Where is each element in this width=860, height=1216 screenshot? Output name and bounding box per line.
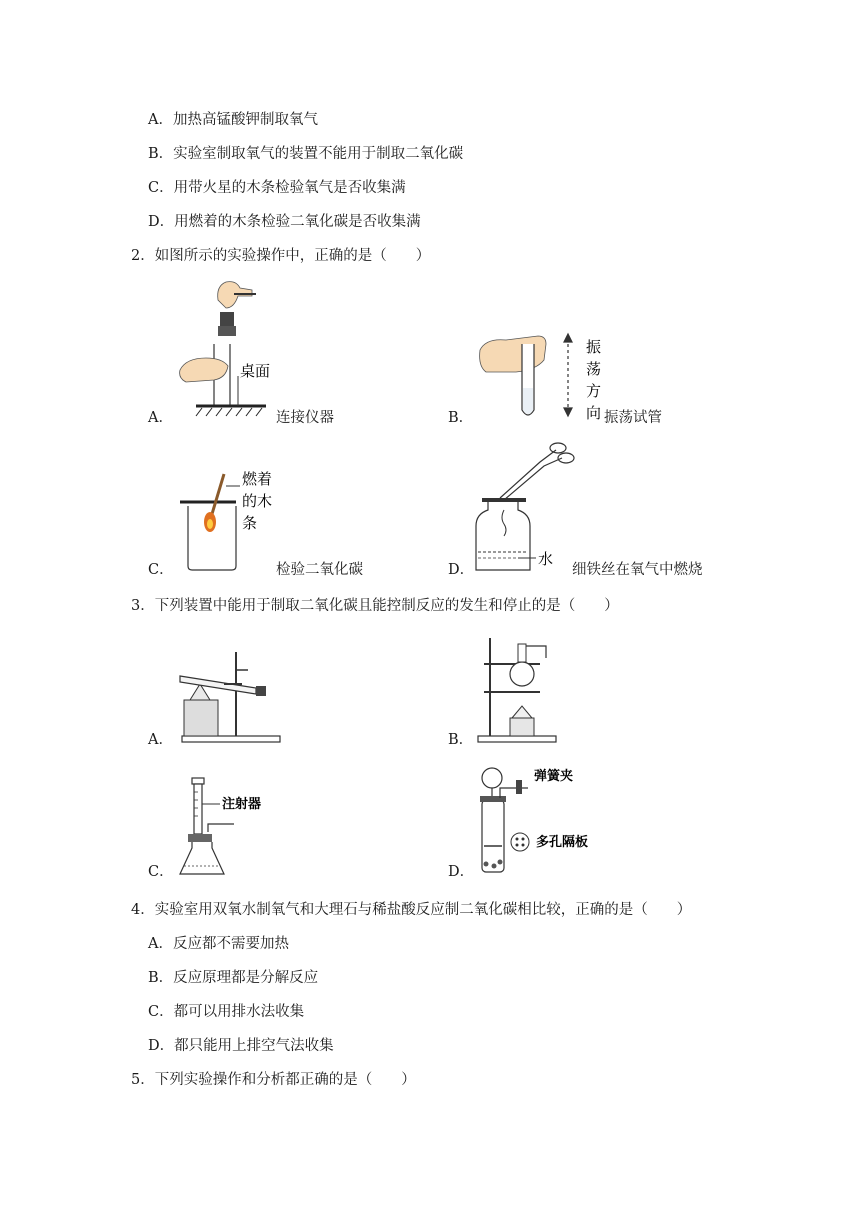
q3-c-syringe-label: 注射器 — [222, 797, 262, 812]
q2-b-text-2: 荡 — [586, 360, 602, 378]
q2-b-caption: 振荡试管 — [604, 410, 662, 426]
q2-b-text-3: 方 — [586, 382, 602, 400]
q2-d-figure — [470, 440, 590, 576]
q3-a-figure — [176, 644, 286, 744]
q2-c-text-2: 的木 — [242, 492, 273, 510]
q2-stem: 2．如图所示的实验操作中，正确的是（ ） — [131, 248, 431, 264]
q2-d-water-label: 水 — [538, 550, 554, 568]
q4-stem: 4．实验室用双氧水制氧气和大理石与稀盐酸反应制二氧化碳相比较，正确的是（ ） — [131, 902, 692, 918]
q3-d-figure — [476, 764, 626, 880]
q3-stem: 3．下列装置中能用于制取二氧化碳且能控制反应的发生和停止的是（ ） — [131, 598, 619, 614]
q2-c-caption: 检验二氧化碳 — [276, 562, 363, 578]
q3-b-letter: B． — [448, 732, 474, 748]
q2-c-letter: C． — [148, 562, 174, 578]
q2-b-text-1: 振 — [586, 338, 602, 356]
q1-option-c: C．用带火星的木条检验氧气是否收集满 — [148, 180, 406, 196]
q4-option-a: A．反应都不需要加热 — [148, 936, 289, 952]
q2-d-caption: 细铁丝在氧气中燃烧 — [572, 562, 703, 578]
q4-option-b: B．反应原理都是分解反应 — [148, 970, 319, 986]
q2-a-letter: A． — [148, 410, 173, 426]
q3-d-clamp-label: 弹簧夹 — [534, 769, 574, 784]
q3-b-figure — [476, 634, 566, 744]
q4-option-d: D．都只能用上排空气法收集 — [148, 1038, 334, 1054]
q5-stem: 5．下列实验操作和分析都正确的是（ ） — [131, 1072, 416, 1088]
q2-d-letter: D． — [448, 562, 475, 578]
q2-b-text-4: 向 — [586, 404, 602, 422]
q2-a-caption: 连接仪器 — [276, 410, 334, 426]
q3-c-figure — [176, 774, 306, 880]
q4-option-c: C．都可以用排水法收集 — [148, 1004, 305, 1020]
q3-c-letter: C． — [148, 864, 174, 880]
q1-option-b: B．实验室制取氧气的装置不能用于制取二氧化碳 — [148, 146, 464, 162]
q2-c-text-3: 条 — [242, 514, 258, 532]
q3-a-letter: A． — [148, 732, 173, 748]
q3-d-letter: D． — [448, 864, 475, 880]
q2-c-text-1: 燃着 — [242, 470, 273, 488]
q1-option-d: D．用燃着的木条检验二氧化碳是否收集满 — [148, 214, 421, 230]
q2-a-figure — [176, 278, 276, 426]
q2-b-figure — [476, 330, 616, 430]
q3-d-plate-label: 多孔隔板 — [536, 835, 589, 850]
q1-option-a: A．加热高锰酸钾制取氧气 — [148, 112, 318, 128]
q2-c-figure — [176, 466, 286, 576]
q2-a-desk-label: 桌面 — [240, 362, 271, 380]
q2-b-letter: B． — [448, 410, 474, 426]
